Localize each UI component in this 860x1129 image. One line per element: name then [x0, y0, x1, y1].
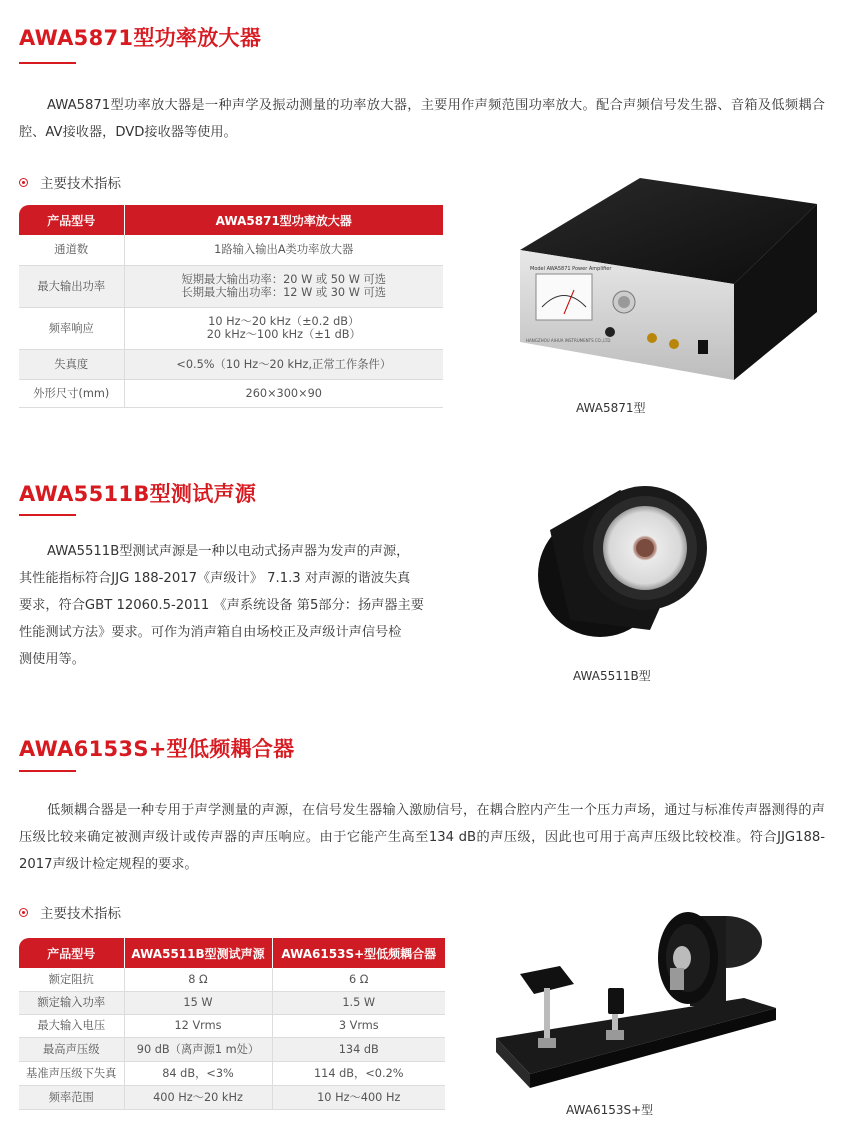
table-row: [19, 1037, 445, 1061]
value-line: 长期最大输出功率：12 W 或 30 W 可选: [181, 286, 387, 299]
desc-line: AWA5511B型测试声源是一种以电动式扬声器为发声的声源，: [47, 544, 410, 559]
row-value: 134 dB: [272, 1037, 445, 1061]
value-line: 20 kHz～100 kHz（±1 dB）: [206, 328, 361, 341]
awa6153s-description: 低频耦合器是一种专用于声学测量的声源，在信号发生器输入激励信号，在耦合腔内产生一个压力声场，通过与标准传声器测得的声压级比较来确定被测声级计或传声器的声压响应。由于它能产生高至134 dB的声压级，因此也可用于高声压级比较校准。符合JJG188-2017声级计检定规程的要求。: [19, 803, 825, 872]
awa5871-amplifier-image: [512, 172, 822, 394]
value-line: 10 Hz～20 kHz（±0.2 dB）: [208, 315, 360, 328]
title-underline: [19, 514, 76, 516]
awa6153s-caption: AWA6153S+型: [566, 1103, 654, 1117]
row-value: 15 W: [124, 991, 272, 1014]
spec-heading-1: [19, 172, 121, 192]
row-value: 84 dB，<3%: [124, 1061, 272, 1085]
row-value: 90 dB（离声源1 m处）: [124, 1037, 272, 1061]
table-row: [19, 1061, 445, 1085]
device-model-label: Model AWA5871 Power Amplifier: [530, 266, 612, 272]
row-value: 3 Vrms: [272, 1014, 445, 1037]
row-value: 12 Vrms: [124, 1014, 272, 1037]
table-row: [19, 1085, 445, 1109]
row-label: 外形尺寸(mm): [19, 379, 124, 407]
row-label: 最高声压级: [19, 1037, 124, 1061]
section-title-awa6153s: AWA6153S+型低频耦合器: [19, 737, 295, 761]
table-header-cell: AWA5871型功率放大器: [124, 205, 443, 235]
row-label: 最大输出功率: [19, 265, 124, 307]
value-line: 短期最大输出功率：20 W 或 50 W 可选: [181, 273, 387, 286]
awa5511b-speaker-image: [530, 470, 720, 645]
row-value: 6 Ω: [272, 968, 445, 991]
title-underline: [19, 770, 76, 772]
row-label: 基准声压级下失真: [19, 1061, 124, 1085]
table-row: [19, 379, 443, 407]
row-value: [124, 307, 443, 349]
table-row: [19, 265, 443, 307]
bullet-dot-icon: [19, 178, 28, 187]
row-value: [124, 265, 443, 307]
desc-line: 测使用等。: [19, 652, 85, 667]
value-line: 260×300×90: [245, 386, 322, 400]
row-label: 通道数: [19, 235, 124, 265]
desc-line: 要求，符合GBT 12060.5-2011 《声系统设备 第5部分：扬声器主要: [19, 598, 424, 613]
section-title-awa5511b: AWA5511B型测试声源: [19, 482, 257, 506]
table-header-cell: 产品型号: [19, 205, 124, 235]
coupler-spec-table: [19, 938, 445, 1110]
section-title-awa5871: AWA5871型功率放大器: [19, 26, 262, 50]
spec-heading-label: 主要技术指标: [40, 176, 121, 192]
table-row: [19, 1014, 445, 1037]
spec-heading-2: [19, 902, 121, 922]
table-row: [19, 307, 443, 349]
value-line: 1路输入输出A类功率放大器: [214, 243, 354, 257]
row-value: 8 Ω: [124, 968, 272, 991]
title-underline: [19, 62, 76, 64]
awa5511b-description: [19, 538, 459, 673]
table-header-cell: AWA5511B型测试声源: [124, 938, 272, 968]
device-maker-label: HANGZHOU AIHUA INSTRUMENTS CO.,LTD: [526, 338, 611, 343]
row-value: [124, 235, 443, 265]
awa5511b-caption: AWA5511B型: [573, 669, 651, 683]
row-value: 400 Hz～20 kHz: [124, 1085, 272, 1109]
row-label: 频率范围: [19, 1085, 124, 1109]
desc-line: 其性能指标符合JJG 188-2017《声级计》 7.1.3 对声源的谐波失真: [19, 571, 411, 586]
row-label: 额定阻抗: [19, 968, 124, 991]
awa6153s-coupler-image: [494, 888, 784, 1098]
row-value: 10 Hz～400 Hz: [272, 1085, 445, 1109]
value-line: <0.5%（10 Hz～20 kHz,正常工作条件）: [176, 357, 392, 371]
table-row: [19, 968, 445, 991]
table-row: [19, 349, 443, 379]
row-label: 频率响应: [19, 307, 124, 349]
row-value: [124, 379, 443, 407]
table-row: [19, 991, 445, 1014]
bullet-dot-icon: [19, 908, 28, 917]
table-header-cell: AWA6153S+型低频耦合器: [272, 938, 445, 968]
row-value: 114 dB，<0.2%: [272, 1061, 445, 1085]
row-value: [124, 349, 443, 379]
awa5871-description: AWA5871型功率放大器是一种声学及振动测量的功率放大器，主要用作声频范围功率放大。配合声频信号发生器、音箱及低频耦合腔、AV接收器，DVD接收器等使用。: [19, 98, 825, 140]
table-row: [19, 235, 443, 265]
spec-heading-label: 主要技术指标: [40, 906, 121, 922]
awa5871-caption: AWA5871型: [576, 401, 646, 415]
row-value: 1.5 W: [272, 991, 445, 1014]
row-label: 最大输入电压: [19, 1014, 124, 1037]
awa5871-spec-table: [19, 205, 443, 408]
row-label: 失真度: [19, 349, 124, 379]
table-header-cell: 产品型号: [19, 938, 124, 968]
desc-line: 性能测试方法》要求。可作为消声箱自由场校正及声级计声信号检: [19, 625, 402, 640]
row-label: 额定输入功率: [19, 991, 124, 1014]
